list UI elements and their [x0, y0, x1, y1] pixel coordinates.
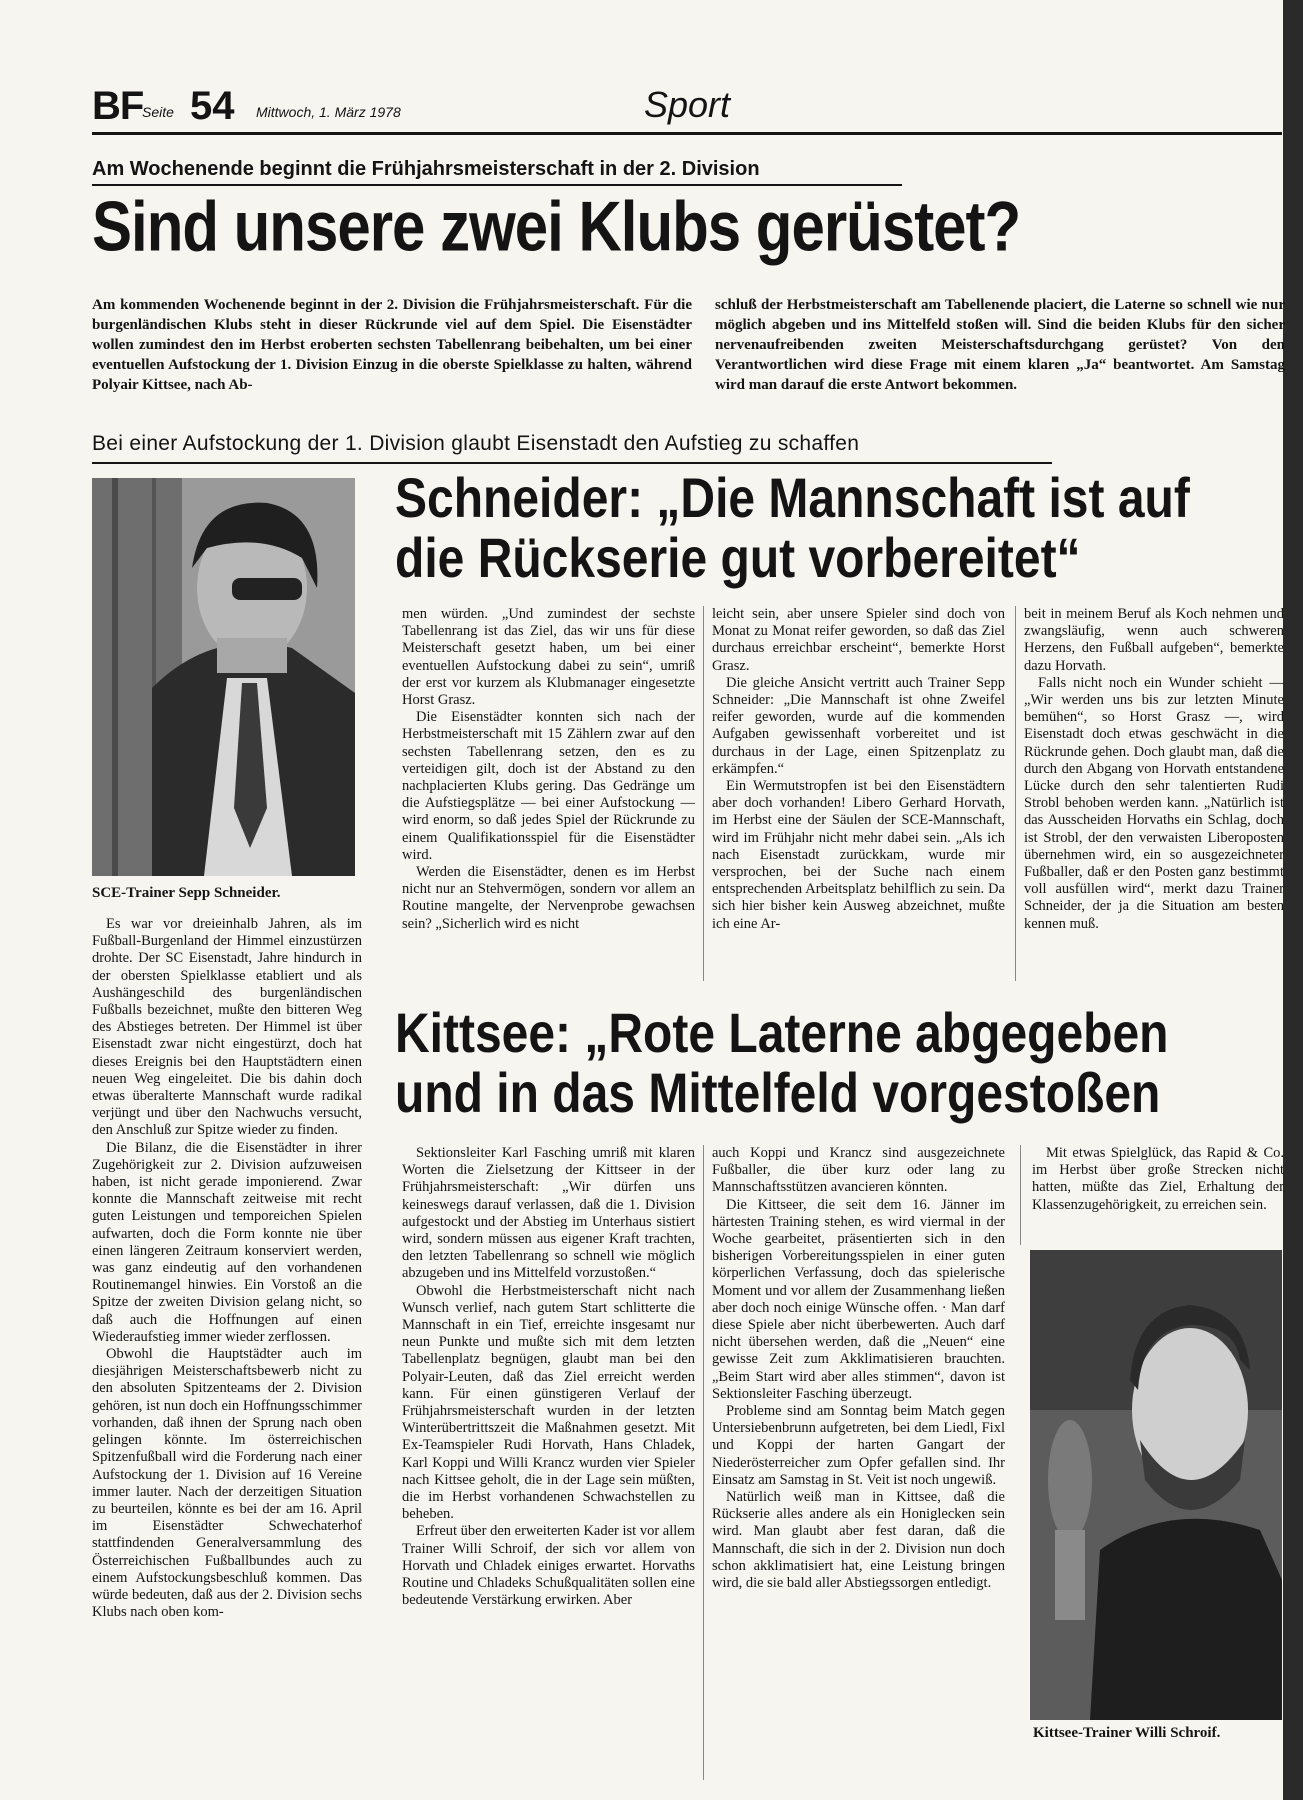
kicker-rule	[92, 462, 1052, 464]
story2-column-3	[712, 606, 1005, 981]
story2-column-1	[92, 916, 362, 1780]
paragraph: Die Eisenstädter konnten sich nach der Herbstmeisterschaft mit 15 Zählern zwar auf den sechsten Tabellenrang setzen, den es zu verteidigen gilt, doch ist der Abstand zu den nachplacierten Klubs gering. Das Gedränge um die Aufstiegsplätze — bei einer Aufstockung — wird enorm, so daß jedes Spiel der Rückrunde zu einem Qualifikationsspiel für die Eisenstädter wird.	[402, 709, 695, 863]
story1-lead-right: schluß der Herbstmeisterschaft am Tabellenende placiert, die Laterne so schnell wie nur möglich abgeben und ins Mittelfeld stoßen will. Sind die beiden Klubs für den sicher nervenaufreibenden zweiten Meisterschaftsdurchgang gerüstet? Von den Verantwortlichen wird diese Frage mit einem klaren „Ja“ beantwortet. Am Samstag wird man darauf die erste Antwort bekommen.	[715, 297, 1285, 393]
column-rule	[1015, 606, 1016, 981]
photo-caption-schroif: Kittsee-Trainer Willi Schroif.	[1033, 1725, 1221, 1741]
paragraph: Die Kittseer, die seit dem 16. Jänner im härtesten Training stehen, es wird viermal in der Woche gearbeitet, präsentierten sich in den bisherigen Vorbereitungsspielen in einer guten körperlichen Verfassung, doch das spielerische Moment und vor allem der Zusammenhang ließen aber doch noch einige Wünsche offen. · Man darf diese Spiele aber nicht überbewerten. Auch darf nicht übersehen werden, daß die „Neuen“ eine gewisse Zeit zum Akklimatisieren brauchten. „Beim Start wird aber alles stimmen“, davon ist Sektionsleiter Fasching überzeugt.	[712, 1196, 1005, 1402]
page-label: Seite	[142, 104, 174, 120]
newspaper-logo: BF	[92, 84, 144, 128]
story2-column-4	[1024, 606, 1284, 981]
story3-column-1	[402, 1145, 695, 1785]
portrait-illustration	[1030, 1250, 1282, 1720]
portrait-illustration	[92, 478, 355, 876]
story2-headline-line2: die Rückserie gut vorbereitet“	[395, 528, 1081, 590]
story3-headline-line2: und in das Mittelfeld vorgestoßen	[395, 1063, 1161, 1125]
masthead	[92, 84, 1277, 134]
paragraph: Natürlich weiß man in Kittsee, daß die Rückserie alles andere als ein Honiglecken sein wird. Man glaubt aber fest daran, daß die Mannschaft, die sich in der 2. Division nun doch schon akklimatisiert hat, eine Leistung bringen wird, die sie bald aller Abstiegssorgen entledigt.	[712, 1489, 1005, 1592]
story1-lead-left: Am kommenden Wochenende beginnt in der 2. Division die Frühjahrsmeisterschaft. Für die burgenländischen Klubs steht in dieser Rückrunde viel auf dem Spiel. Die Eisenstädter wollen zumindest den im Herbst eroberten sechsten Tabellenrang beibehalten, um bei einer eventuellen Aufstockung der 1. Division Einzug in die oberste Spielklasse zu halten, während Polyair Kittsee, nach Ab-	[92, 297, 692, 393]
section-title: Sport	[644, 84, 731, 125]
paragraph: men würden. „Und zumindest der sechste Tabellenrang ist das Ziel, das wir uns für diese Meisterschaft gesetzt haben, um bei einer eventuellen Aufstockung dabei zu sein“, umriß der erst vor kurzem als Klubmanager eingesetzte Horst Grasz.	[402, 606, 695, 709]
photo-caption-schneider: SCE-Trainer Sepp Schneider.	[92, 885, 281, 901]
story3-column-2	[712, 1145, 1005, 1785]
story3-column-3	[1032, 1145, 1284, 1245]
page-number: 54	[190, 84, 235, 128]
issue-date: Mittwoch, 1. März 1978	[256, 104, 401, 120]
paragraph: Falls nicht noch ein Wunder schieht — „Wir werden uns bis zur letzten Minute bemühen“, so Horst Grasz —, wird Eisenstadt doch etwas geschwächt in die Rückrunde gehen. Doch glaubt man, daß die durch den Abgang von Horvath entstandene Lücke durch den sehr talentierten Rudi Strobl behoben werden kann. „Natürlich ist das Ausscheiden Horvaths ein Schlag, doch ist Strobl, der den verwaisten Liberoposten übernehmen wird, ein so ausgezeichneter Fußballer, daß er den Posten ganz bestimmt voll ausfüllen wird“, merkt dazu Trainer Schneider, der ja die Situation am besten kennen muß.	[1024, 674, 1284, 932]
paragraph: Sektionsleiter Karl Fasching umriß mit klaren Worten die Zielsetzung der Kittseer in der Frühjahrsmeisterschaft: „Wir dürfen uns keineswegs darauf verlassen, daß die 1. Division aufgestockt und der Abstieg im Unterhaus sistiert wird, sondern müssen aus eigener Kraft trachten, den letzten Tabellenrang so schnell wie möglich abzugeben und ins Mittelfeld vorzustoßen.“	[402, 1145, 695, 1282]
story3-headline	[395, 1005, 1285, 1125]
story1-headline: Sind unsere zwei Klubs gerüstet?	[92, 186, 1021, 266]
column-rule	[703, 1145, 704, 1780]
paragraph: Mit etwas Spielglück, das Rapid & Co. im Herbst über große Strecken nicht hatten, müßte das Ziel, Erhaltung der Klassenzugehörigkeit, zu erreichen sein.	[1032, 1145, 1284, 1213]
paragraph: Obwohl die Hauptstädter auch im diesjährigen Meisterschaftsbewerb nicht zu den absoluten Spitzenteams der 2. Division gehören, ist nun doch ein Hoffnungsschimmer vorhanden, daß ihnen der Sprung nach oben gelingen könnte. Im österreichischen Spitzenfußball wird die Forderung nach einer Aufstockung der 1. Division auf 16 Vereine immer lauter. Nach der derzeitigen Situation zu beurteilen, könnte es bei der am 16. April im Eisenstädter Schwechaterhof stattfindenden Generalversammlung des Österreichischen Fußballbundes auch zu einem Aufstockungsbeschluß kommen. Das würde bedeuten, daß aus der 2. Division sechs Klubs nach oben kom-	[92, 1346, 362, 1621]
paragraph: beit in meinem Beruf als Koch nehmen und zwangsläufig, wenn auch schweren Herzens, den Fußball aufgeben“, bemerkte dazu Horvath.	[1024, 606, 1284, 674]
scan-edge	[1283, 0, 1303, 1800]
schroif-photo	[1030, 1250, 1282, 1720]
paragraph: auch Koppi und Krancz sind ausgezeichnete Fußballer, die über kurz oder lang zu Mannschaftsstützen avancieren könnten.	[712, 1145, 1005, 1196]
story3-headline-line1: Kittsee: „Rote Laterne abgegeben	[395, 1005, 1169, 1065]
paragraph: Probleme sind am Sonntag beim Match gegen Untersiebenbrunn aufgetreten, bei dem Liedl, Fixl und Koppi der harten Gangart der Niederösterreicher zum Opfer gefallen sind. Ihr Einsatz am Samstag in St. Veit ist noch ungewiß.	[712, 1403, 1005, 1488]
column-rule	[1020, 1145, 1021, 1245]
kicker-rule	[92, 184, 902, 186]
schneider-photo	[92, 478, 355, 876]
paragraph: Obwohl die Herbstmeisterschaft nicht nach Wunsch verlief, nach gutem Start schlitterte die Mannschaft in ein Tief, erreichte insgesamt nur neun Punkte und mußte sich mit dem letzten Tabellenplatz begnügen, glaubt man bei den Polyair-Leuten, daß das Ziel erreicht werden kann. Für einen günstigeren Verlauf der Frühjahrsmeisterschaft wurden in der letzten Winterübertrittszeit die Maßnahmen gesetzt. Mit Ex-Teamspieler Rudi Horvath, Hans Chladek, Karl Koppi und Willi Krancz wurden vier Spieler nach Kittsee geholt, die in der Lage sein müßten, die im Herbst vorhandenen Schwachstellen zu beheben.	[402, 1282, 695, 1523]
paragraph: Die gleiche Ansicht vertritt auch Trainer Sepp Schneider: „Die Mannschaft ist ohne Zweifel reifer geworden, wurde auf die kommenden Aufgaben gewissenhaft vorbereitet und ist durchaus in der Lage, einen Spitzenplatz zu erkämpfen.“	[712, 674, 1005, 777]
column-rule	[703, 606, 704, 981]
paragraph: leicht sein, aber unsere Spieler sind doch von Monat zu Monat reifer geworden, so daß das Ziel durchaus erreichbar erscheint“, bemerkte Horst Grasz.	[712, 606, 1005, 674]
story1-kicker: Am Wochenende beginnt die Frühjahrsmeisterschaft in der 2. Division	[92, 158, 760, 180]
story2-headline-line1: Schneider: „Die Mannschaft ist auf	[395, 470, 1190, 530]
story2-headline	[395, 470, 1285, 590]
masthead-rule	[92, 132, 1282, 135]
paragraph: Die Bilanz, die die Eisenstädter in ihrer Zugehörigkeit zur 2. Division aufzuweisen haben, ist nicht gerade imponierend. Zwar konnte die Mannschaft zeitweise mit recht guten Leistungen und temporeichen Spielen aufwarten, doch die Form konnte nie über einen längeren Zeitraum konserviert werden, was ganz eindeutig auf den vorhandenen Routinemangel hinwies. Ein Vorstoß an die Spitze der zweiten Division gelang nicht, so daß auch die Hoffnungen auf einen Wiederaufstieg immer wieder zerflossen.	[92, 1139, 362, 1345]
paragraph: Erfreut über den erweiterten Kader ist vor allem Trainer Willi Schroif, der sich vor allem von Horvath und Chladek einiges erwartet. Horvaths Routine und Chladeks Schußqualitäten sollen eine bedeutende Verstärkung erwirken. Aber	[402, 1523, 695, 1609]
paragraph: Es war vor dreieinhalb Jahren, als im Fußball-Burgenland der Himmel einzustürzen drohte. Der SC Eisenstadt, Jahre hindurch in der obersten Spielklasse etabliert und als Aushängeschild des burgenländischen Fußballs bezeichnet, mußte den bitteren Weg des Abstieges betreten. Der Himmel ist über Eisenstadt zwar nicht eingestürzt, doch hat dieses Ereignis bei den Hauptstädtern einen neuen Weg eingeleitet. Die bis dahin doch etwas überalterte Mannschaft wurde radikal verjüngt und über den Nachwuchs versucht, den Anschluß zur Spitze wieder zu finden.	[92, 916, 362, 1139]
paragraph: Ein Wermutstropfen ist bei den Eisenstädtern aber doch vorhanden! Libero Gerhard Horvath, im Herbst eine der Säulen der SCE-Mannschaft, wird im Frühjahr nicht mehr dabei sein. „Als ich nach Eisenstadt zurückkam, wurde mir versprochen, bei der Suche nach einem entsprechenden Arbeitsplatz behilflich zu sein. Da sich hier bisher kein Ausweg abzeichnet, mußte ich eine Ar-	[712, 778, 1005, 932]
story2-kicker: Bei einer Aufstockung der 1. Division glaubt Eisenstadt den Aufstieg zu schaffen	[92, 432, 860, 455]
paragraph: Werden die Eisenstädter, denen es im Herbst nicht nur an Stehvermögen, sondern vor allem an Routine mangelte, der Nervenprobe gewachsen sein? „Sicherlich wird es nicht	[402, 864, 695, 932]
story2-column-2	[402, 606, 695, 981]
